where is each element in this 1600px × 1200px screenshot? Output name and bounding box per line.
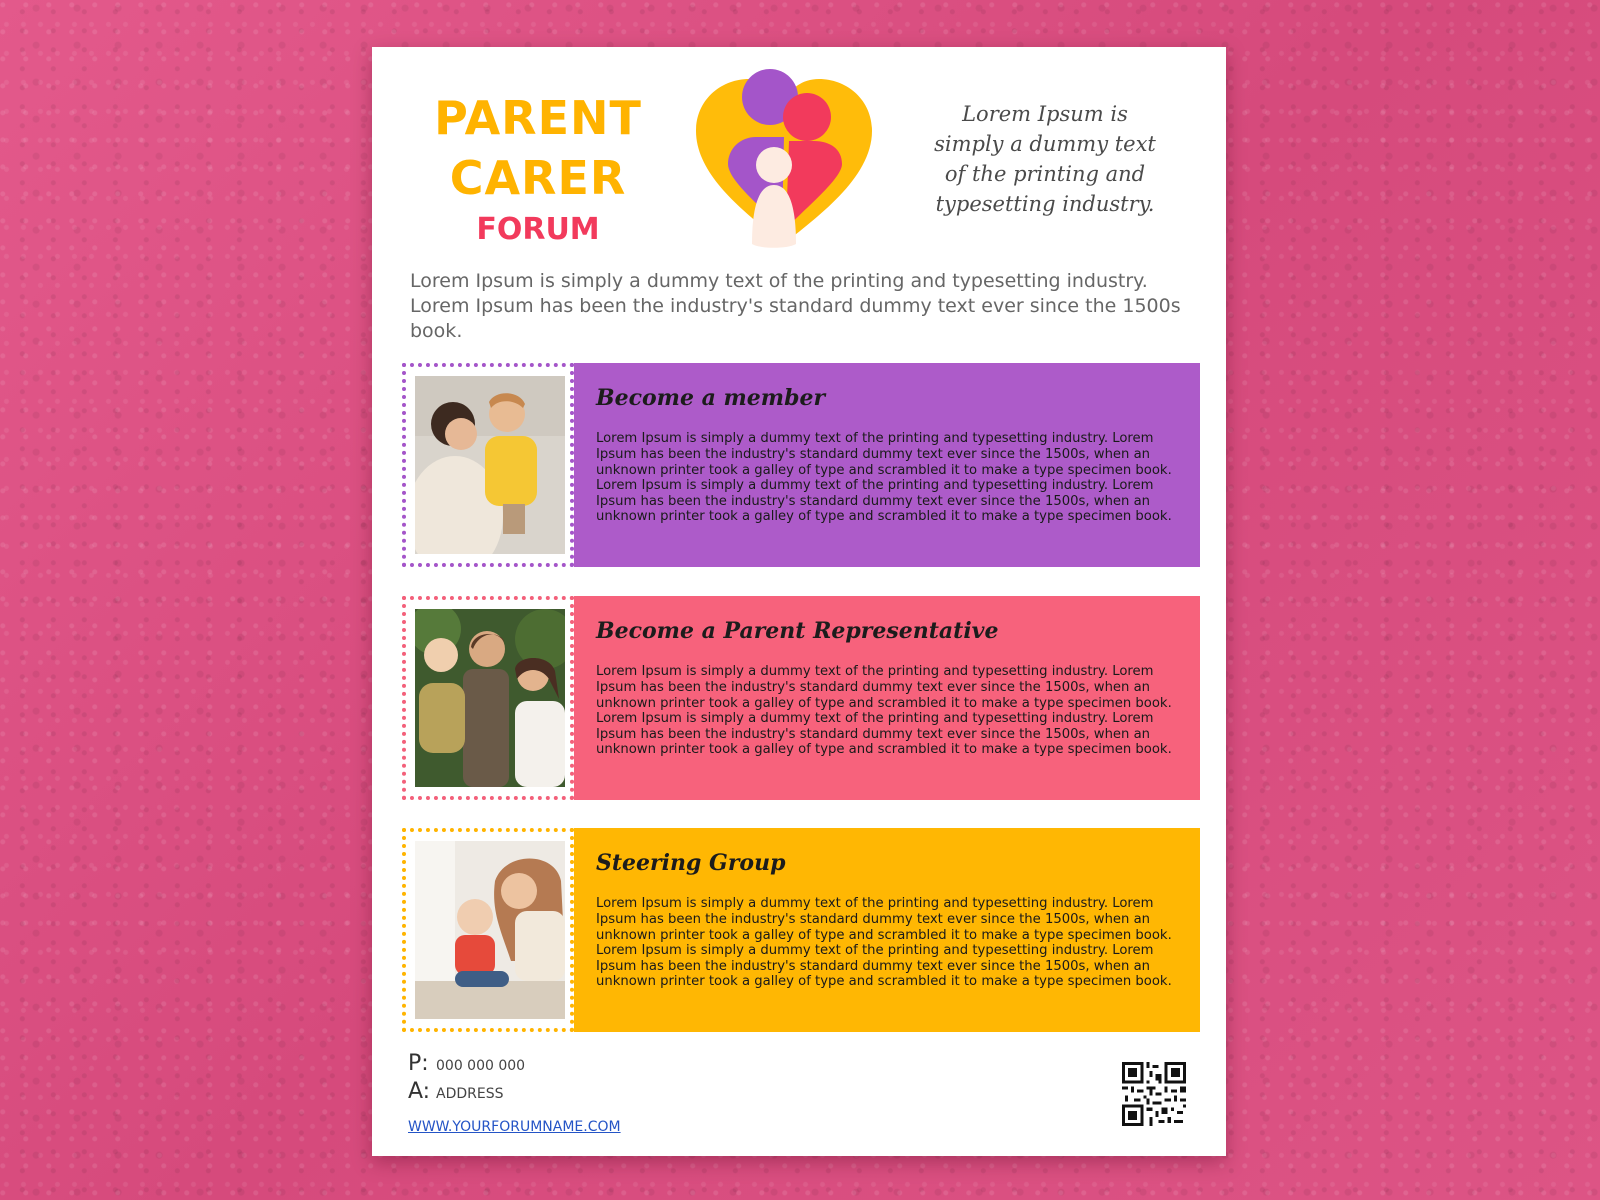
website-link[interactable]: WWW.YOURFORUMNAME.COM bbox=[408, 1119, 621, 1135]
family-outdoor-photo bbox=[415, 609, 565, 787]
brand-line-carer: CARER bbox=[449, 151, 627, 205]
flyer-page bbox=[372, 47, 1226, 1156]
phone-row bbox=[408, 1051, 525, 1079]
photo-frame bbox=[402, 596, 574, 800]
section-panel bbox=[574, 363, 1200, 567]
section-panel bbox=[574, 596, 1200, 800]
section-become-member bbox=[402, 363, 1200, 567]
photo-frame bbox=[402, 828, 574, 1032]
mother-baby-photo bbox=[415, 841, 565, 1019]
section-steering-group bbox=[402, 828, 1200, 1032]
section-body: Lorem Ipsum is simply a dummy text of the printing and typesetting industry. Lorem Ipsum has been the industry's standard dummy text ever since the 1500s, when an unknown printer took a galley of type and scrambled it to make a type specimen book. Lorem Ipsum is simply a dummy text of the printing and typesetting industry. Lorem Ipsum has been the industry's standard dummy text ever since the 1500s, when an unknown printer took a galley of type and scrambled it to make a type specimen book. bbox=[596, 664, 1172, 758]
contact-block bbox=[408, 1051, 525, 1107]
qr-code-icon bbox=[1122, 1062, 1186, 1126]
intro-text: Lorem Ipsum is simply a dummy text of the printing and typesetting industry. Lorem Ipsum has been the industry's standard dummy text ever since the 1500s book. bbox=[410, 270, 1181, 342]
address-row bbox=[408, 1079, 525, 1107]
family-heart-logo bbox=[694, 69, 874, 249]
section-title: Steering Group bbox=[596, 850, 786, 876]
photo-frame bbox=[402, 363, 574, 567]
section-title: Become a Parent Representative bbox=[596, 618, 999, 644]
section-parent-representative bbox=[402, 596, 1200, 800]
address-value: ADDRESS bbox=[436, 1086, 504, 1102]
brand-line-forum: FORUM bbox=[476, 212, 600, 247]
section-body: Lorem Ipsum is simply a dummy text of the printing and typesetting industry. Lorem Ipsum has been the industry's standard dummy text ever since the 1500s, when an unknown printer took a galley of type and scrambled it to make a type specimen book. Lorem Ipsum is simply a dummy text of the printing and typesetting industry. Lorem Ipsum has been the industry's standard dummy text ever since the 1500s, when an unknown printer took a galley of type and scrambled it to make a type specimen book. bbox=[596, 431, 1172, 525]
tagline: Lorem Ipsum is simply a dummy text of the printing and typesetting industry. bbox=[934, 102, 1156, 216]
phone-key: P: bbox=[408, 1051, 429, 1076]
section-panel bbox=[574, 828, 1200, 1032]
address-key: A: bbox=[408, 1079, 431, 1104]
brand-line-parent: PARENT bbox=[434, 91, 642, 145]
section-title: Become a member bbox=[596, 385, 826, 411]
section-body: Lorem Ipsum is simply a dummy text of the printing and typesetting industry. Lorem Ipsum has been the industry's standard dummy text ever since the 1500s, when an unknown printer took a galley of type and scrambled it to make a type specimen book. Lorem Ipsum is simply a dummy text of the printing and typesetting industry. Lorem Ipsum has been the industry's standard dummy text ever since the 1500s, when an unknown printer took a galley of type and scrambled it to make a type specimen book. bbox=[596, 896, 1172, 990]
mother-child-photo bbox=[415, 376, 565, 554]
brand-title bbox=[428, 91, 648, 247]
phone-value: 000 000 000 bbox=[436, 1058, 526, 1074]
